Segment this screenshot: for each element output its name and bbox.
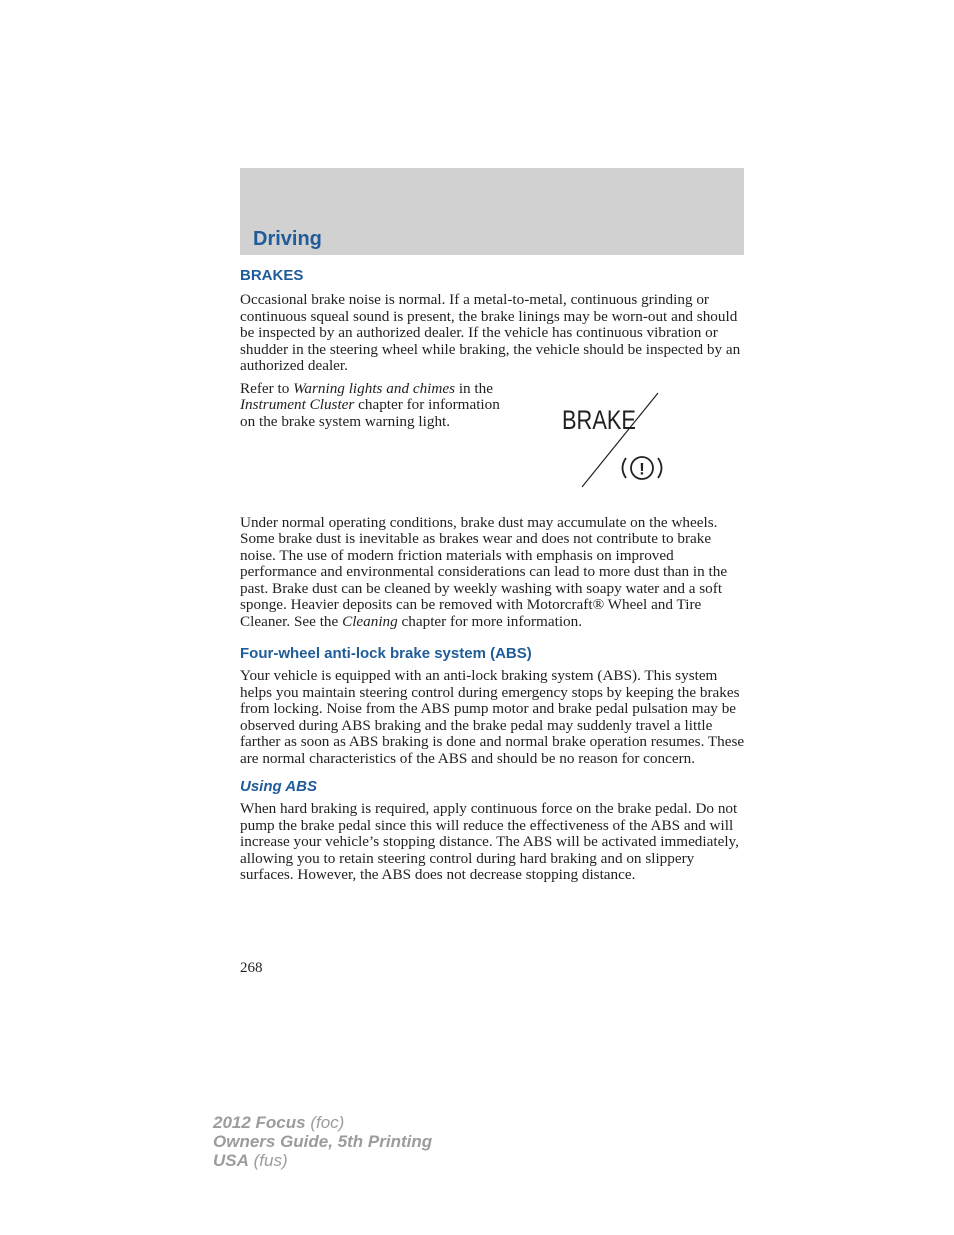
chapter-title: Driving xyxy=(253,228,322,250)
link-instrument-cluster: Instrument Cluster xyxy=(240,396,355,413)
brake-icon-text: BRAKE xyxy=(562,404,636,435)
link-cleaning: Cleaning xyxy=(342,612,398,630)
warning-light-block xyxy=(240,381,746,507)
brake-exclamation-icon: ! xyxy=(639,459,645,478)
page-content xyxy=(240,266,746,890)
brake-warning-icon xyxy=(562,389,682,505)
footer-line-2: Owners Guide, 5th Printing xyxy=(213,1132,433,1151)
abs-paragraph: Your vehicle is equipped with an anti-lock braking system (ABS). This system helps you maintain steering control during emergency stops by keeping the brakes from locking. Noise from the ABS pump motor and brake pedal pulsation may be observed during ABS braking and the brake pedal may suddenly travel a little farther as soon as ABS braking is done and normal brake operation resumes. These are normal characteristics of the ABS and should be no reason for concern. xyxy=(240,667,745,767)
footer-line-3: USA (fus) xyxy=(213,1151,288,1170)
using-abs-heading: Using ABS xyxy=(240,778,317,795)
brakes-paragraph-1: Occasional brake noise is normal. If a metal-to-metal, continuous grinding or continuous squeal sound is present, the brake linings may be worn-out and should be inspected by an authorized dealer. If the vehicle has continuous vibration or shudder in the steering wheel while braking, the vehicle should be inspected by an authorized dealer. xyxy=(240,291,741,374)
abs-heading: Four-wheel anti-lock brake system (ABS) xyxy=(240,645,532,662)
footer-line-1: 2012 Focus (foc) xyxy=(213,1113,345,1132)
document-footer xyxy=(213,1113,432,1170)
brake-dust-paragraph: Under normal operating conditions, brake dust may accumulate on the wheels. Some brake dust is inevitable as brakes wear and does not contribute to brake noise. The use of modern friction materials with emphasis on improved performance and environmental considerations can lead to more dust than in the past. Brake dust can be cleaned by weekly washing with soapy water and a soft sponge. Heavier deposits can be removed with Motorcraft® Wheel and Tire Cleaner. See the Cleaning chapter for more information. xyxy=(240,513,728,630)
section-heading-brakes: BRAKES xyxy=(240,267,304,284)
chapter-header-band xyxy=(240,168,744,255)
using-abs-paragraph: When hard braking is required, apply continuous force on the brake pedal. Do not pump the brake pedal since this will reduce the effectiveness of the ABS and will increase your vehicle’s stopping distance. The ABS will be activated immediately, allowing you to retain steering control during hard braking and on slippery surfaces. However, the ABS does not decrease stopping distance. xyxy=(240,800,739,883)
refer-paragraph: Refer to Warning lights and chimes in the Instrument Cluster chapter for information on the brake system warning light. xyxy=(240,379,500,430)
link-warning-lights: Warning lights and chimes xyxy=(293,379,456,397)
page-number: 268 xyxy=(240,960,263,976)
